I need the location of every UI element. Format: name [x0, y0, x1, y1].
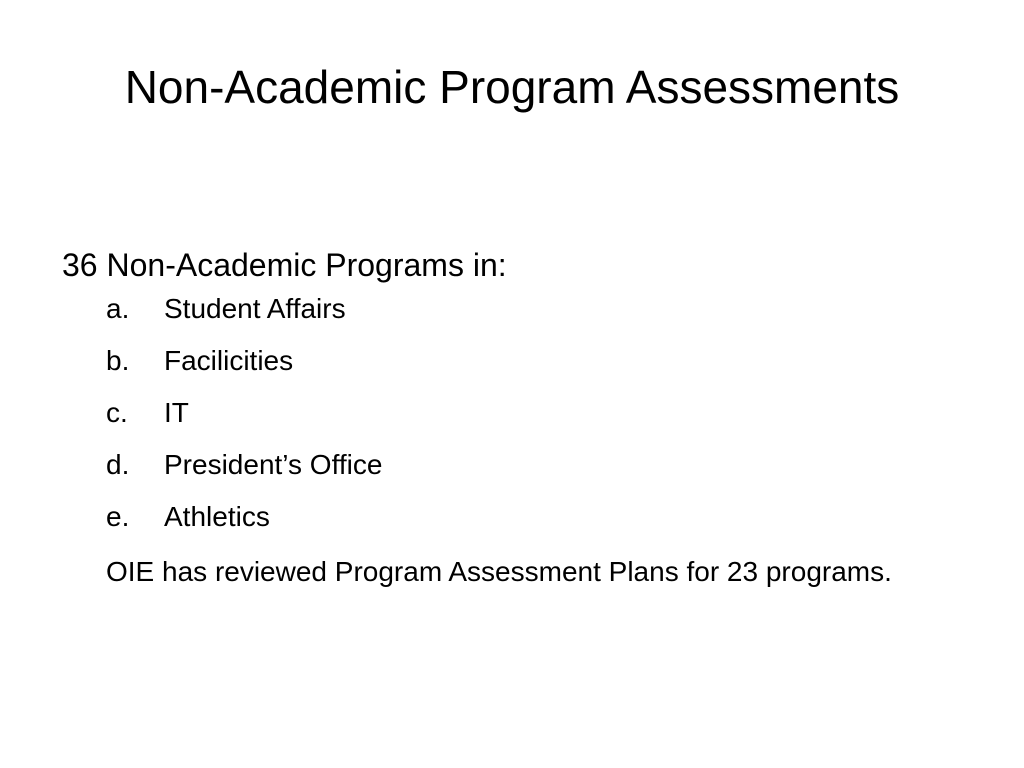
list-item-marker: a. — [106, 293, 130, 325]
slide-title: Non-Academic Program Assessments — [124, 61, 900, 113]
list-item — [106, 448, 962, 500]
list-item-marker: e. — [106, 501, 130, 533]
list-item-label: Athletics — [164, 501, 270, 533]
list-item — [106, 344, 962, 396]
list-item-label: President’s Office — [164, 449, 383, 481]
list-item — [106, 500, 962, 552]
list-item-label: Facilicities — [164, 345, 294, 377]
review-note: OIE has reviewed Program Assessment Plans for 23 programs. — [106, 556, 892, 588]
list-item-marker: c. — [106, 397, 128, 429]
list-item-label: Student Affairs — [164, 293, 346, 325]
slide-body — [62, 246, 962, 591]
list-item-marker: b. — [106, 345, 130, 377]
list-item-label: IT — [164, 397, 189, 429]
list-item — [106, 396, 962, 448]
list-item-marker: d. — [106, 449, 130, 481]
list-item — [106, 292, 962, 344]
lead-text: 36 Non-Academic Programs in: — [62, 247, 507, 283]
program-list — [62, 292, 962, 552]
